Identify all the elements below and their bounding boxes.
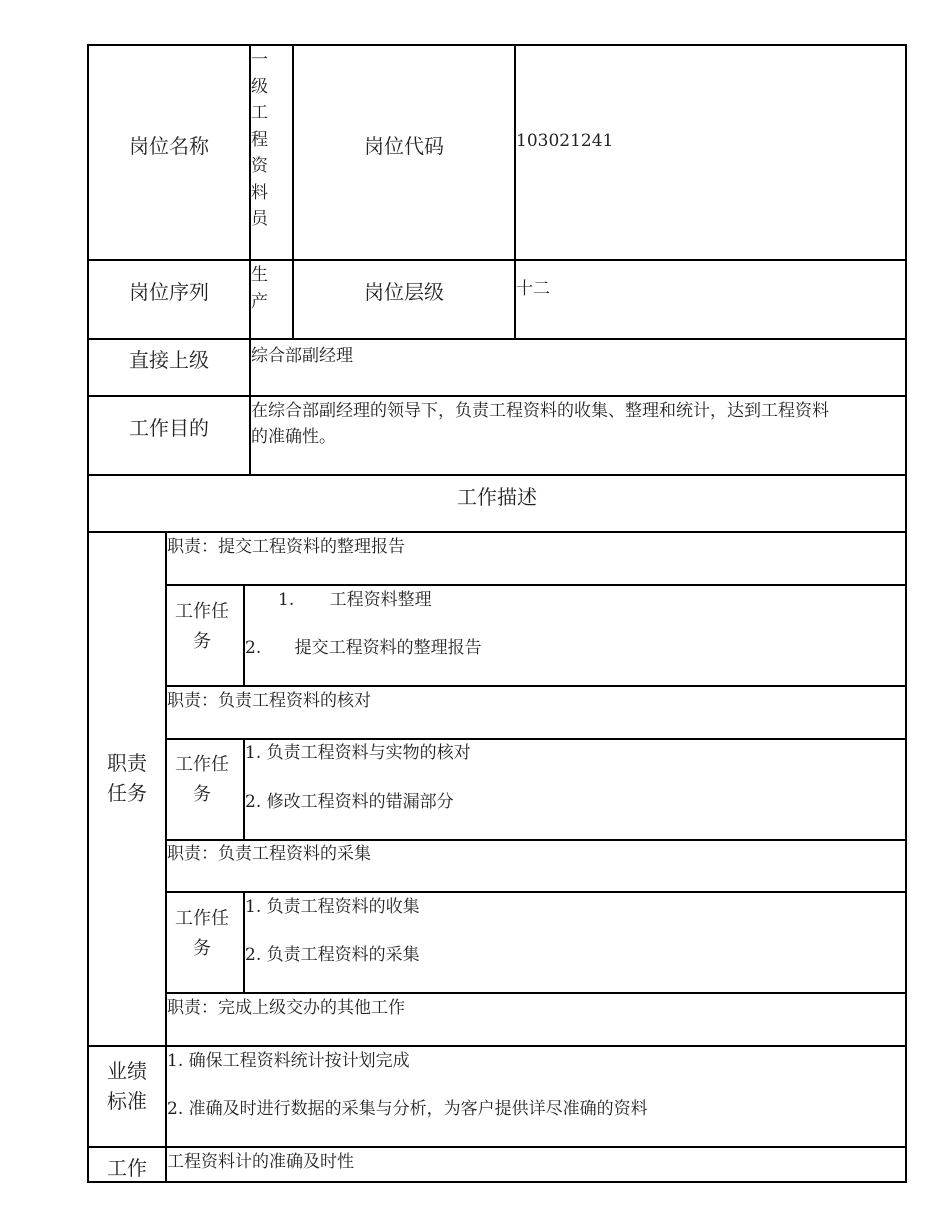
superior-label: 直接上级 <box>129 348 209 372</box>
task-item <box>245 636 482 661</box>
purpose-line-2: 的准确性。 <box>251 427 336 447</box>
task-item: 2. 修改工程资料的错漏部分 <box>245 792 454 812</box>
post-sequence-value: 生产 <box>251 265 268 312</box>
table-border <box>87 338 907 340</box>
duty-title: 职责：提交工程资料的整理报告 <box>167 537 405 557</box>
table-border <box>165 685 907 687</box>
performance-label: 业绩标准 <box>107 1059 147 1113</box>
table-border <box>87 474 907 476</box>
table-border <box>87 395 907 397</box>
table-border <box>87 1181 907 1183</box>
post-level-value: 十二 <box>516 279 550 299</box>
post-name-value: 一级工程资料员 <box>251 50 268 229</box>
duty-title: 职责：负责工程资料的采集 <box>167 844 371 864</box>
duties-label: 职责任务 <box>107 751 147 805</box>
table-border <box>165 992 907 994</box>
task-number: 2. <box>245 638 262 658</box>
last-row-label: 工作 <box>107 1156 147 1180</box>
task-item <box>278 588 432 613</box>
purpose-label: 工作目的 <box>129 416 209 440</box>
table-border <box>87 1045 907 1047</box>
table-border <box>87 531 907 533</box>
duty-title: 职责：完成上级交办的其他工作 <box>167 998 405 1018</box>
performance-item: 2. 准确及时进行数据的采集与分析，为客户提供详尽准确的资料 <box>167 1099 648 1119</box>
table-border <box>165 584 907 586</box>
table-border <box>87 259 907 261</box>
table-border <box>165 839 907 841</box>
table-border <box>87 1146 907 1148</box>
task-label: 工作任务 <box>175 754 229 805</box>
table-border <box>87 44 907 46</box>
table-border <box>165 738 907 740</box>
task-number: 1. <box>278 590 295 610</box>
performance-item: 1. 确保工程资料统计按计划完成 <box>167 1051 410 1071</box>
post-sequence-label: 岗位序列 <box>129 280 209 304</box>
post-name-label: 岗位名称 <box>129 134 209 158</box>
task-item: 2. 负责工程资料的采集 <box>245 945 420 965</box>
purpose-line-1: 在综合部副经理的领导下，负责工程资料的收集、整理和统计，达到工程资料 <box>251 401 829 421</box>
table-border <box>87 44 89 1183</box>
table-border <box>165 891 907 893</box>
task-text: 提交工程资料的整理报告 <box>294 638 482 658</box>
task-label: 工作任务 <box>175 601 229 652</box>
task-label: 工作任务 <box>175 908 229 959</box>
task-text: 工程资料整理 <box>329 590 432 610</box>
superior-value: 综合部副经理 <box>251 346 353 366</box>
last-row-value: 工程资料计的准确及时性 <box>167 1152 354 1172</box>
duty-title: 职责：负责工程资料的核对 <box>167 691 371 711</box>
task-item: 1. 负责工程资料的收集 <box>245 897 420 917</box>
post-level-label: 岗位层级 <box>364 280 444 304</box>
task-item: 1. 负责工程资料与实物的核对 <box>245 743 471 763</box>
table-border <box>905 44 907 1183</box>
post-code-value: 103021241 <box>516 131 614 151</box>
description-title: 工作描述 <box>457 485 537 509</box>
post-code-label: 岗位代码 <box>364 134 444 158</box>
